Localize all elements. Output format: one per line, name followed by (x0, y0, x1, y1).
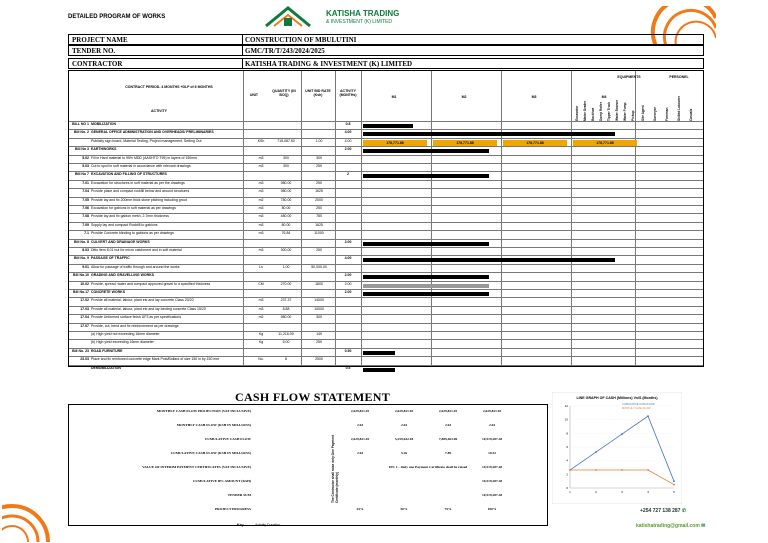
contractor-label: CONTRACTOR (69, 59, 243, 68)
row-quantity: 980.00 (280, 180, 292, 185)
row-unit: CM (258, 281, 264, 286)
row-unit: Kg (258, 332, 264, 336)
cashflow-row-label: CUMULATIVE CASH FLOW (204, 437, 251, 441)
row-item-number: 7.05 (82, 197, 89, 202)
cashflow-value: 2.63 (444, 423, 452, 427)
activity-duration-bar (363, 292, 489, 296)
chart-title: LINE GRAPH OF CASH (Millions) Vs/S (Months) (576, 396, 658, 400)
data-point (595, 451, 597, 453)
x-tick-label: 3 (621, 490, 623, 494)
activity-duration-bar (363, 284, 489, 288)
tender-label: TENDER NO. (69, 46, 243, 55)
data-point (673, 484, 675, 486)
row-description: Excavation for structures in soft material as per the drawings (91, 180, 185, 185)
key-text: Activity Duration (255, 523, 281, 527)
phone-text: +254 727 138 287 (640, 508, 681, 514)
row-description: Provide lay and fix 200mm thick stone pitching including grout (91, 197, 187, 202)
data-point (569, 469, 571, 471)
row-description: Ditto item 8.01 but for micro catchment and in soft material (91, 248, 182, 252)
row-unit: m3 (258, 155, 264, 160)
table-row (69, 197, 703, 205)
project-name-value: CONSTRUCTION OF MBULUTINI (245, 36, 357, 44)
activity-duration-bar: 178,771.88 (433, 140, 497, 146)
table-row (69, 155, 703, 163)
row-quantity: 300 (283, 155, 289, 160)
equipments-header: EQUIPMENTS (617, 75, 641, 79)
row-item-number: 5.03 (82, 164, 89, 168)
contractor-row (68, 58, 704, 69)
row-description: Supply lay and compact Rockfill to gabions (91, 222, 158, 227)
cashflow-row-label: MONTHLY CASH FLOW (KSH IN MILLIONS) (176, 423, 251, 427)
row-item-number: 5.02 (82, 155, 89, 160)
cashflow-value: 75% (444, 507, 452, 511)
activity-duration-bar (363, 368, 395, 372)
row-rate: 140 (316, 332, 322, 336)
data-point (621, 433, 623, 435)
table-row (69, 213, 703, 221)
row-unit: m3 (258, 180, 264, 185)
table-row (69, 348, 703, 356)
company-name (326, 10, 399, 26)
company-logo (258, 4, 318, 30)
document-title: DETAILED PROGRAM OF WORKS (68, 14, 166, 20)
row-quantity: 237.37 (280, 298, 292, 303)
row-activity-months: 2.00 (344, 273, 352, 278)
key-label: Key (237, 523, 244, 527)
footer-phone (640, 508, 686, 514)
row-rate: 10000 (314, 306, 324, 311)
row-rate: 2500 (315, 357, 323, 362)
activity-duration-bar (363, 275, 489, 279)
data-point (647, 415, 649, 417)
table-row (69, 222, 703, 230)
row-item-number: 7.01 (82, 180, 89, 185)
row-description: Place and fix reinforced concrete edge Mark Post/Bollard of size 150 in by 150 mm (91, 357, 220, 362)
row-quantity: 715,087.50 (277, 138, 295, 143)
y-tick-label: 12 (564, 404, 568, 408)
row-description: Excavation for gabions in soft material as per drawings (91, 206, 176, 210)
row-description: MOBILIZATION (91, 122, 117, 126)
row-description: Provide, spread, water and compact approved gravel to a specified thickness (91, 281, 211, 286)
row-rate: 14000 (314, 298, 324, 303)
row-activity-months: 0.8 (345, 122, 351, 126)
table-row (69, 129, 703, 137)
cashflow-row-label: VALUE OF INTERIM PAYMENT CERTIFICATES (VAT INCLUSIVE) (142, 465, 251, 469)
x-tick-label: 2 (595, 490, 597, 494)
row-rate: 300 (316, 155, 322, 160)
row-item-number: 10.02 (80, 281, 89, 286)
row-description: GRADING AND GRAVELLING WORKS (91, 273, 154, 278)
company-title: KATISHA TRADING (326, 9, 400, 18)
row-item-number: 17.07 (80, 323, 89, 328)
x-tick-label: 5 (673, 490, 675, 494)
row-description: CULVERT AND DRAINAGE WORKS (91, 239, 150, 244)
equipment-header: Motor Grader (583, 100, 587, 121)
cashflow-value: 2.63 (488, 423, 496, 427)
period-header: CONTRACT PERIOD- 4 MONTHS +DLP of 6 MONTHS (125, 85, 213, 89)
activity-duration-bar: 178,771.88 (503, 140, 567, 146)
row-description: Allow for passage of traffic through and around the works (91, 264, 180, 269)
cashflow-value: 2.63 (400, 423, 408, 427)
row-item-number: 9.01 (82, 264, 89, 269)
row-quantity: 780.00 (280, 197, 292, 202)
cashflow-value: 2,629,821.02 (350, 437, 370, 441)
row-quantity: 5.00 (282, 340, 290, 345)
row-item-number: 17.03 (80, 306, 89, 311)
row-quantity: 270.00 (280, 281, 292, 286)
company-subtitle: & INVESTMENT (K) LIMITED (326, 19, 393, 25)
cashflow-row (69, 493, 549, 505)
row-rate: 250 (316, 206, 322, 210)
personel-header: Skilled Labourer (677, 96, 681, 121)
activity-header: ACTIVITY (151, 109, 167, 113)
personel-header: PERSONEL (669, 75, 689, 79)
table-row (69, 323, 703, 331)
activity-duration-bar (363, 258, 615, 262)
footer-email (636, 523, 705, 529)
row-description: Fill in Hard material to 95% MDD (AASHTO T99) in layers of 150mm (91, 155, 198, 160)
cashflow-row-label: CUMULATIVE IPC AMOUNT (KSH) (192, 479, 251, 483)
cashflow-title: CASH FLOW STATEMENT (235, 390, 391, 404)
row-activity-months: 2 (347, 172, 349, 177)
table-row (69, 339, 703, 347)
y-tick-label: 10 (564, 417, 568, 422)
row-description: EARTHWORKS (91, 147, 117, 152)
activity-duration-bar (363, 124, 413, 128)
data-point (595, 469, 597, 471)
row-unit: m3 (258, 222, 264, 227)
cashflow-row-label: CUMULATIVE CASH FLOW (KSH IN MILLIONS) (170, 451, 251, 455)
row-quantity: 300.00 (280, 248, 292, 252)
row-rate: 250 (316, 248, 322, 252)
cashflow-value: 7,889,463.06 (438, 437, 458, 441)
y-tick-label: 2 (566, 472, 568, 477)
row-description: (a) High yield not exceeding 16mm diameter (91, 332, 160, 336)
row-unit: m3 (258, 214, 264, 219)
row-rate: 300 (316, 315, 322, 320)
months-header: ACTIVITY (MONTHs) (339, 89, 357, 97)
equipment-header: Tipper Truck (607, 101, 611, 121)
row-description: Provide all material, labour, plant etc and lay binding concrete Class 15/20 (91, 306, 206, 311)
table-row (69, 289, 703, 297)
cashflow-row-label: PROJECT PROGRESS (214, 507, 251, 511)
row-item-number: Bill No 3 (74, 147, 89, 152)
row-activity-months: 2.00 (344, 281, 352, 286)
table-row (69, 188, 703, 196)
contractor-value: KATISHA TRADING & INVESTMENT (K) LIMITED (245, 60, 413, 68)
cashflow-table (68, 404, 548, 526)
activity-duration-bar (363, 351, 395, 355)
row-rate: 1.00 (315, 138, 323, 143)
cashflow-value: 2.63 (356, 451, 364, 455)
qty-header: QUANTITY (IN BOQ) (272, 89, 296, 97)
row-item-number: Bill No. 9 (74, 256, 89, 261)
activity-duration-bar: 178,771.88 (573, 140, 637, 146)
row-quantity: 980.00 (280, 315, 292, 320)
row-description: PASSAGE OF TRAFFIC (91, 256, 130, 261)
table-row (69, 297, 703, 305)
row-activity-months: 2.00 (344, 147, 352, 152)
row-unit: m2 (258, 315, 264, 320)
cashflow-row-label: MONTHLY CASH FLOW PROJECTION (VAT INCLUSIVE) (156, 409, 251, 413)
table-row (69, 121, 703, 129)
email-icon: ✉ (701, 523, 706, 529)
table-row (69, 264, 703, 272)
row-quantity: 11,216.00 (278, 332, 294, 336)
cashflow-value: 25% (356, 507, 364, 511)
row-item-number: 8.03 (82, 248, 89, 252)
table-row (69, 331, 703, 339)
m1-header: M1 (391, 95, 397, 99)
cashflow-row (69, 451, 549, 463)
cashflow-value: 5,259,642.04 (394, 437, 414, 441)
row-quantity: 8 (285, 357, 287, 362)
decorative-arc-bottom-icon (2, 492, 52, 542)
personel-header: Foreman (665, 107, 669, 121)
row-quantity: 980.00 (280, 189, 292, 194)
table-row (69, 255, 703, 263)
x-tick-label: 1 (569, 490, 571, 494)
cashflow-value: 2,629,821.02 (394, 409, 414, 413)
row-item-number: BILL NO 1 (72, 122, 89, 126)
project-name-label: PROJECT NAME (69, 35, 243, 44)
y-tick-label: 4 (566, 458, 568, 463)
cashflow-value: 5.26 (400, 451, 408, 455)
row-description: Provide lay and fix gabion mesh, 2.7mm thickness (91, 214, 169, 219)
row-activity-months: 2.00 (344, 239, 352, 244)
row-description: CONCRETE WORKS (91, 290, 126, 294)
equipment-header: Dump Roller (599, 102, 603, 121)
y-tick-label: 6 (566, 445, 568, 449)
m3-header: M3 (531, 95, 537, 99)
row-rate: 250 (316, 180, 322, 185)
data-point (621, 469, 623, 471)
row-rate: 780 (316, 214, 322, 219)
table-row (69, 138, 703, 146)
row-description: EXCAVATION AND FILLING OF STRUCTURES (91, 172, 167, 177)
row-description: Provide Concrete blinding to gabions as per drawings (91, 231, 174, 236)
row-item-number: 17.04 (80, 315, 89, 320)
legend-entry: MONTHLY CASH FLOW (622, 407, 651, 410)
personel-header: Site Agent (641, 105, 645, 121)
row-unit: m3 (258, 298, 264, 303)
cashflow-row-label: TENDER SUM (227, 493, 251, 497)
row-quantity: 76.84 (281, 231, 291, 236)
activity-duration-bar (363, 242, 489, 246)
row-item-number: Bill No. 2 (74, 130, 89, 135)
row-description: Publicity sign board, Material Testing, Project management, Setting Out (91, 138, 202, 143)
activity-duration-bar (363, 132, 615, 136)
cashflow-value: 2.63 (356, 423, 364, 427)
row-description: Provide Unformed surface finish UF3 as per specifications (91, 315, 182, 320)
table-row (69, 356, 703, 364)
cashflow-value: 10,519,287.28 (481, 437, 503, 441)
table-row (69, 163, 703, 171)
x-tick-label: 4 (647, 490, 649, 494)
cashflow-value: 2,629,821.02 (350, 409, 370, 413)
row-rate: 250 (316, 340, 322, 345)
equipment-header: Water Bowser (615, 99, 619, 121)
table-row (69, 180, 703, 188)
row-description: (b) High yield exceeding 16mm diameter (91, 340, 154, 345)
row-quantity: 300 (283, 164, 289, 168)
personel-header: Casuals (689, 108, 693, 121)
row-description: Cut to spoil in soft material in accordance with relevant drawings (91, 164, 191, 168)
row-description: Provide place and compact rockfill below and around structures (91, 189, 190, 194)
cashflow-vertical-note: The Contractor shall raise only One Payment Certificate (monthly) (331, 434, 339, 503)
table-row (69, 239, 703, 247)
row-activity-months: 0.5 (345, 365, 351, 370)
row-unit: m3 (258, 231, 264, 236)
row-item-number: Bill No.17 (73, 290, 89, 294)
row-unit: m3 (258, 306, 264, 311)
chart-frame (552, 392, 682, 504)
program-table (68, 70, 704, 370)
row-description: Provide, cut, bend and fix reinforcement as per drawings (91, 323, 179, 328)
project-name-row (68, 34, 704, 45)
data-point (673, 480, 675, 482)
row-unit: KSh (257, 138, 265, 143)
m2-header: M2 (461, 95, 467, 99)
row-unit: m3 (258, 164, 264, 168)
row-unit: Ls (259, 264, 263, 269)
row-rate: 50,000.00 (311, 264, 327, 269)
m4-header: M4 (601, 95, 607, 99)
row-unit: No. (258, 357, 264, 362)
equipment-header: Pickup (631, 110, 635, 121)
row-item-number: 7.04 (82, 189, 89, 194)
table-row (69, 171, 703, 179)
data-point (647, 469, 649, 471)
activity-duration-bar (363, 149, 489, 153)
table-row (69, 281, 703, 289)
table-row (69, 205, 703, 213)
row-rate: 2000 (315, 197, 323, 202)
row-quantity: 1.00 (282, 264, 290, 269)
row-description: GENERAL OFFICE ADMINISTRATION AND OVERHEADS/ PRELIMINARIES (91, 130, 214, 135)
unit-header: UNIT (249, 93, 259, 97)
cashflow-value: 2,629,821.02 (482, 409, 502, 413)
row-description: Provide all material, labour, plant etc and lay concrete Class 20/20 (91, 298, 194, 303)
row-rate: 1625 (315, 222, 323, 227)
cashflow-value: 7.89 (444, 451, 452, 455)
equipment-header: Water Pump (623, 102, 627, 121)
tender-row (68, 45, 704, 56)
table-row (69, 314, 703, 322)
cashflow-row (69, 507, 549, 519)
row-activity-months: 4.00 (344, 256, 352, 261)
row-quantity: 480.00 (280, 214, 292, 219)
table-row (69, 146, 703, 154)
row-quantity: 8.88 (282, 306, 290, 311)
row-item-number: 23.03 (80, 357, 89, 362)
row-activity-months: 2.00 (344, 290, 352, 294)
row-item-number: 17.02 (80, 298, 89, 303)
row-unit: m2 (258, 197, 264, 202)
row-rate: 250 (316, 164, 322, 168)
row-unit: Kg (258, 340, 264, 345)
row-item-number: Bill No.10 (73, 273, 89, 278)
row-rate: 11000 (314, 231, 324, 236)
whatsapp-icon: ✆ (681, 508, 687, 514)
row-quantity: 80.00 (281, 206, 291, 210)
row-item-number: 7.1 (84, 231, 89, 236)
y-tick-label: 8 (566, 431, 568, 436)
table-row (69, 247, 703, 255)
row-unit: m3 (258, 248, 264, 252)
cashflow-row (69, 409, 549, 421)
row-item-number: 7.06 (82, 206, 89, 210)
row-unit: m3 (258, 206, 264, 210)
row-quantity: 80.00 (281, 222, 291, 227)
cashflow-row (69, 437, 549, 449)
row-activity-months: 0.50 (344, 348, 352, 353)
row-item-number: Bill No. 23 (72, 348, 89, 353)
cashflow-value: 2,629,821.02 (438, 409, 458, 413)
personel-header: Surveyor (653, 107, 657, 121)
row-item-number: Bill No. 8 (74, 239, 89, 244)
cashflow-value: 10,519,287.28 (481, 479, 503, 483)
email-text: katishatrading@gmail.com (636, 523, 700, 529)
row-description: DEMOBILIZATION (91, 365, 121, 370)
ipc-note: IPC 1 - Only one Payment Certificate shall be raised (389, 465, 468, 469)
activity-duration-bar: 178,771.88 (363, 140, 427, 146)
table-row (69, 306, 703, 314)
row-item-number: 7.08 (82, 214, 89, 219)
row-activity-months: 4.00 (344, 138, 352, 143)
equipment-header: Backhoe (591, 107, 595, 121)
cashflow-value: 10,519,287.28 (481, 493, 503, 497)
row-description: ROAD FURNITURE (91, 348, 123, 353)
row-unit: m3 (258, 189, 264, 194)
rate-header: UNIT BID RATE (Ksh) (305, 89, 331, 97)
cashflow-row (69, 423, 549, 435)
table-row (69, 230, 703, 238)
cashflow-value: 10.52 (488, 451, 496, 455)
equipment-header: Excavator (575, 105, 579, 121)
row-rate: 1625 (315, 189, 323, 194)
cashflow-value: 50% (400, 507, 408, 511)
cashflow-line-chart (552, 392, 682, 504)
cashflow-value: 10,519,287.28 (481, 465, 503, 469)
activity-duration-bar (363, 174, 489, 178)
tender-value: GMC/TR/T/243/2024/2025 (245, 47, 325, 55)
row-activity-months: 4.00 (344, 130, 352, 135)
row-item-number: Bill No 7 (74, 172, 89, 177)
cashflow-value: 100% (487, 507, 497, 511)
cashflow-row (69, 479, 549, 491)
table-row (69, 272, 703, 280)
legend-entry: CUMULATIVE CASH FLOW (622, 403, 655, 406)
row-item-number: 7.09 (82, 222, 89, 227)
table-row (69, 365, 703, 373)
y-tick-label: 0 (566, 486, 568, 490)
cashflow-row (69, 465, 549, 477)
row-rate: 1800 (315, 281, 323, 286)
